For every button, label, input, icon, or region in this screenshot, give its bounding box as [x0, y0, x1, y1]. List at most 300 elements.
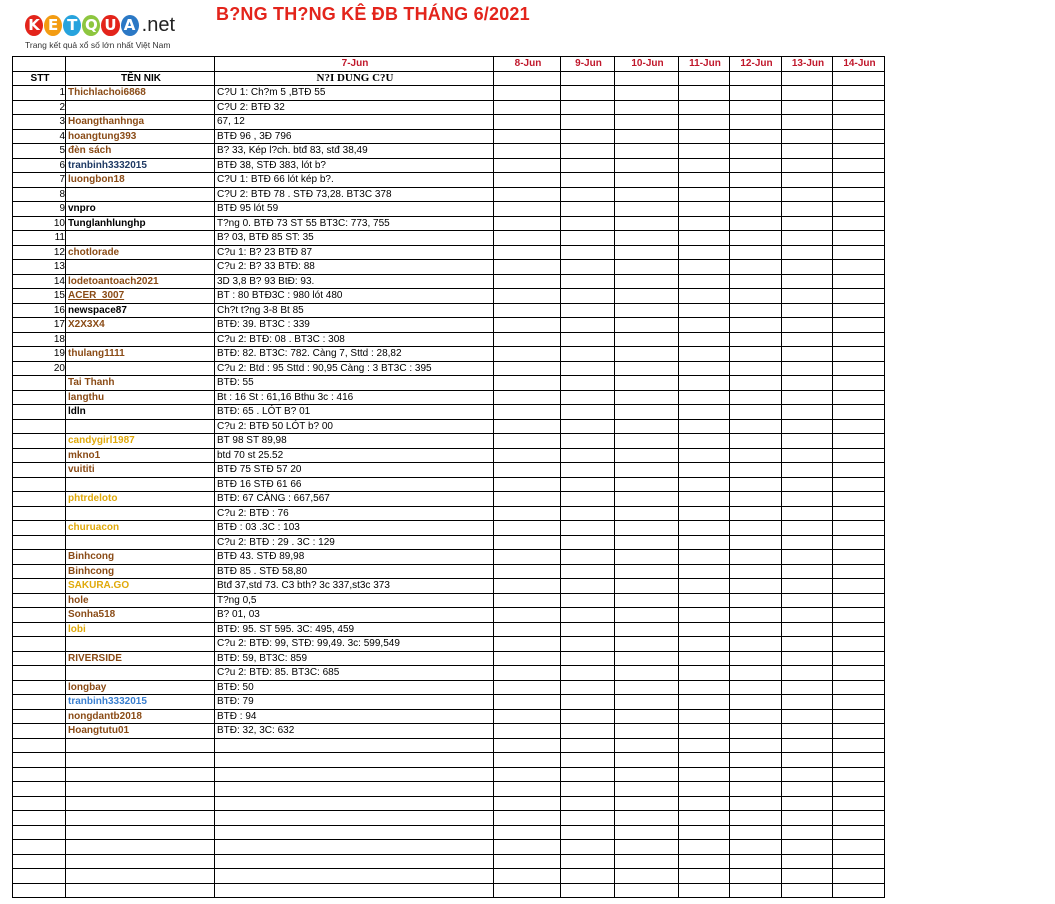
- day-cell[interactable]: [833, 202, 885, 217]
- day-cell[interactable]: [615, 666, 679, 681]
- day-cell[interactable]: [494, 709, 561, 724]
- day-cell[interactable]: [679, 608, 730, 623]
- day-cell[interactable]: [679, 71, 730, 86]
- day-cell[interactable]: [615, 347, 679, 362]
- day-cell[interactable]: [679, 854, 730, 869]
- day-cell[interactable]: [730, 100, 782, 115]
- day-cell[interactable]: [833, 332, 885, 347]
- day-cell[interactable]: [494, 216, 561, 231]
- day-cell[interactable]: [679, 506, 730, 521]
- day-cell[interactable]: [782, 840, 833, 855]
- day-cell[interactable]: [730, 550, 782, 565]
- day-cell[interactable]: [730, 680, 782, 695]
- day-cell[interactable]: [561, 86, 615, 101]
- day-cell[interactable]: [782, 593, 833, 608]
- day-cell[interactable]: [782, 680, 833, 695]
- day-cell[interactable]: [679, 695, 730, 710]
- day-cell[interactable]: [494, 593, 561, 608]
- day-cell[interactable]: [730, 376, 782, 391]
- day-cell[interactable]: [494, 506, 561, 521]
- day-cell[interactable]: [561, 231, 615, 246]
- day-cell[interactable]: [782, 405, 833, 420]
- day-cell[interactable]: [494, 419, 561, 434]
- day-cell[interactable]: [615, 738, 679, 753]
- day-cell[interactable]: [730, 738, 782, 753]
- day-cell[interactable]: [494, 390, 561, 405]
- day-cell[interactable]: [782, 332, 833, 347]
- day-cell[interactable]: [494, 361, 561, 376]
- day-cell[interactable]: [561, 477, 615, 492]
- day-cell[interactable]: [679, 709, 730, 724]
- day-cell[interactable]: [833, 767, 885, 782]
- day-cell[interactable]: [782, 651, 833, 666]
- day-cell[interactable]: [730, 477, 782, 492]
- day-cell[interactable]: [679, 187, 730, 202]
- day-cell[interactable]: [679, 637, 730, 652]
- day-cell[interactable]: [615, 434, 679, 449]
- day-cell[interactable]: [833, 434, 885, 449]
- day-cell[interactable]: [494, 477, 561, 492]
- day-cell[interactable]: [494, 796, 561, 811]
- day-cell[interactable]: [730, 869, 782, 884]
- day-cell[interactable]: [833, 477, 885, 492]
- day-cell[interactable]: [679, 463, 730, 478]
- day-cell[interactable]: [730, 434, 782, 449]
- day-cell[interactable]: [833, 550, 885, 565]
- day-cell[interactable]: [679, 666, 730, 681]
- day-cell[interactable]: [615, 260, 679, 275]
- day-cell[interactable]: [615, 144, 679, 159]
- day-cell[interactable]: [730, 463, 782, 478]
- day-cell[interactable]: [833, 593, 885, 608]
- day-cell[interactable]: [833, 71, 885, 86]
- day-cell[interactable]: [615, 695, 679, 710]
- day-cell[interactable]: [615, 361, 679, 376]
- day-cell[interactable]: [679, 390, 730, 405]
- day-cell[interactable]: [730, 593, 782, 608]
- day-cell[interactable]: [833, 231, 885, 246]
- day-cell[interactable]: [679, 245, 730, 260]
- day-cell[interactable]: [730, 245, 782, 260]
- day-cell[interactable]: [833, 303, 885, 318]
- day-cell[interactable]: [730, 86, 782, 101]
- day-cell[interactable]: [782, 564, 833, 579]
- day-cell[interactable]: [561, 825, 615, 840]
- day-cell[interactable]: [833, 724, 885, 739]
- day-cell[interactable]: [833, 405, 885, 420]
- day-cell[interactable]: [494, 680, 561, 695]
- day-cell[interactable]: [833, 260, 885, 275]
- day-cell[interactable]: [615, 405, 679, 420]
- day-cell[interactable]: [615, 376, 679, 391]
- day-cell[interactable]: [494, 303, 561, 318]
- day-cell[interactable]: [679, 593, 730, 608]
- day-cell[interactable]: [615, 318, 679, 333]
- day-cell[interactable]: [615, 521, 679, 536]
- day-cell[interactable]: [782, 289, 833, 304]
- day-cell[interactable]: [782, 187, 833, 202]
- day-cell[interactable]: [615, 115, 679, 130]
- day-cell[interactable]: [494, 666, 561, 681]
- day-cell[interactable]: [561, 100, 615, 115]
- day-cell[interactable]: [730, 303, 782, 318]
- day-cell[interactable]: [679, 579, 730, 594]
- day-cell[interactable]: [730, 231, 782, 246]
- day-cell[interactable]: [730, 622, 782, 637]
- day-cell[interactable]: [782, 144, 833, 159]
- day-cell[interactable]: [494, 869, 561, 884]
- day-cell[interactable]: [730, 173, 782, 188]
- day-cell[interactable]: [730, 535, 782, 550]
- day-cell[interactable]: [730, 825, 782, 840]
- day-cell[interactable]: [782, 622, 833, 637]
- day-cell[interactable]: [833, 173, 885, 188]
- day-cell[interactable]: [782, 216, 833, 231]
- day-cell[interactable]: [782, 463, 833, 478]
- day-cell[interactable]: [561, 651, 615, 666]
- day-cell[interactable]: [561, 434, 615, 449]
- day-cell[interactable]: [615, 622, 679, 637]
- day-cell[interactable]: [782, 100, 833, 115]
- day-cell[interactable]: [561, 419, 615, 434]
- day-cell[interactable]: [561, 71, 615, 86]
- day-cell[interactable]: [730, 492, 782, 507]
- day-cell[interactable]: [615, 550, 679, 565]
- day-cell[interactable]: [494, 347, 561, 362]
- day-cell[interactable]: [615, 767, 679, 782]
- day-cell[interactable]: [833, 840, 885, 855]
- day-cell[interactable]: [833, 129, 885, 144]
- day-cell[interactable]: [615, 506, 679, 521]
- day-cell[interactable]: [615, 782, 679, 797]
- day-cell[interactable]: [782, 448, 833, 463]
- day-cell[interactable]: [494, 724, 561, 739]
- day-cell[interactable]: [494, 811, 561, 826]
- day-cell[interactable]: [730, 347, 782, 362]
- day-cell[interactable]: [615, 303, 679, 318]
- day-cell[interactable]: [833, 883, 885, 898]
- day-cell[interactable]: [615, 492, 679, 507]
- day-cell[interactable]: [561, 260, 615, 275]
- day-cell[interactable]: [679, 825, 730, 840]
- day-cell[interactable]: [615, 564, 679, 579]
- day-cell[interactable]: [833, 376, 885, 391]
- day-cell[interactable]: [782, 637, 833, 652]
- day-cell[interactable]: [730, 216, 782, 231]
- day-cell[interactable]: [561, 767, 615, 782]
- day-cell[interactable]: [494, 405, 561, 420]
- day-cell[interactable]: [833, 245, 885, 260]
- day-cell[interactable]: [494, 71, 561, 86]
- day-cell[interactable]: [615, 854, 679, 869]
- day-cell[interactable]: [782, 492, 833, 507]
- day-cell[interactable]: [494, 840, 561, 855]
- day-cell[interactable]: [494, 738, 561, 753]
- day-cell[interactable]: [494, 579, 561, 594]
- day-cell[interactable]: [730, 129, 782, 144]
- day-cell[interactable]: [561, 115, 615, 130]
- day-cell[interactable]: [730, 318, 782, 333]
- day-cell[interactable]: [833, 666, 885, 681]
- day-cell[interactable]: [730, 274, 782, 289]
- day-cell[interactable]: [730, 332, 782, 347]
- day-cell[interactable]: [561, 593, 615, 608]
- day-cell[interactable]: [494, 883, 561, 898]
- day-cell[interactable]: [494, 231, 561, 246]
- day-cell[interactable]: [833, 854, 885, 869]
- day-cell[interactable]: [561, 680, 615, 695]
- day-cell[interactable]: [782, 245, 833, 260]
- day-cell[interactable]: [782, 796, 833, 811]
- day-cell[interactable]: [679, 564, 730, 579]
- day-cell[interactable]: [782, 376, 833, 391]
- day-cell[interactable]: [730, 187, 782, 202]
- day-cell[interactable]: [615, 883, 679, 898]
- day-cell[interactable]: [782, 608, 833, 623]
- day-cell[interactable]: [561, 840, 615, 855]
- day-cell[interactable]: [833, 695, 885, 710]
- ketqua-logo[interactable]: [25, 10, 175, 54]
- day-cell[interactable]: [679, 347, 730, 362]
- day-cell[interactable]: [833, 289, 885, 304]
- day-cell[interactable]: [833, 651, 885, 666]
- day-cell[interactable]: [561, 202, 615, 217]
- day-cell[interactable]: [782, 782, 833, 797]
- day-cell[interactable]: [833, 753, 885, 768]
- day-cell[interactable]: [679, 144, 730, 159]
- day-cell[interactable]: [561, 144, 615, 159]
- day-cell[interactable]: [679, 521, 730, 536]
- day-cell[interactable]: [615, 535, 679, 550]
- day-cell[interactable]: [833, 506, 885, 521]
- day-cell[interactable]: [833, 709, 885, 724]
- day-cell[interactable]: [833, 608, 885, 623]
- day-cell[interactable]: [679, 796, 730, 811]
- day-cell[interactable]: [833, 115, 885, 130]
- day-cell[interactable]: [494, 187, 561, 202]
- day-cell[interactable]: [782, 129, 833, 144]
- day-cell[interactable]: [782, 811, 833, 826]
- day-cell[interactable]: [833, 187, 885, 202]
- day-cell[interactable]: [561, 347, 615, 362]
- day-cell[interactable]: [679, 260, 730, 275]
- day-cell[interactable]: [782, 390, 833, 405]
- day-cell[interactable]: [833, 579, 885, 594]
- day-cell[interactable]: [615, 753, 679, 768]
- day-cell[interactable]: [615, 680, 679, 695]
- day-cell[interactable]: [833, 622, 885, 637]
- day-cell[interactable]: [615, 593, 679, 608]
- day-cell[interactable]: [782, 521, 833, 536]
- day-cell[interactable]: [679, 651, 730, 666]
- day-cell[interactable]: [833, 637, 885, 652]
- day-cell[interactable]: [494, 115, 561, 130]
- day-cell[interactable]: [615, 724, 679, 739]
- day-cell[interactable]: [679, 100, 730, 115]
- day-cell[interactable]: [679, 492, 730, 507]
- day-cell[interactable]: [615, 71, 679, 86]
- day-cell[interactable]: [782, 434, 833, 449]
- day-cell[interactable]: [679, 274, 730, 289]
- day-cell[interactable]: [782, 419, 833, 434]
- day-cell[interactable]: [730, 202, 782, 217]
- day-cell[interactable]: [782, 825, 833, 840]
- day-cell[interactable]: [561, 405, 615, 420]
- day-cell[interactable]: [730, 260, 782, 275]
- day-cell[interactable]: [494, 550, 561, 565]
- day-cell[interactable]: [833, 86, 885, 101]
- day-cell[interactable]: [730, 709, 782, 724]
- day-cell[interactable]: [494, 173, 561, 188]
- day-cell[interactable]: [833, 738, 885, 753]
- day-cell[interactable]: [679, 753, 730, 768]
- day-cell[interactable]: [561, 637, 615, 652]
- day-cell[interactable]: [494, 376, 561, 391]
- day-cell[interactable]: [833, 782, 885, 797]
- day-cell[interactable]: [561, 883, 615, 898]
- day-cell[interactable]: [833, 216, 885, 231]
- day-cell[interactable]: [679, 332, 730, 347]
- day-cell[interactable]: [561, 303, 615, 318]
- day-cell[interactable]: [615, 477, 679, 492]
- day-cell[interactable]: [615, 100, 679, 115]
- day-cell[interactable]: [730, 724, 782, 739]
- day-cell[interactable]: [615, 463, 679, 478]
- day-cell[interactable]: [615, 173, 679, 188]
- day-cell[interactable]: [615, 274, 679, 289]
- day-cell[interactable]: [561, 564, 615, 579]
- day-cell[interactable]: [782, 202, 833, 217]
- day-cell[interactable]: [615, 651, 679, 666]
- day-cell[interactable]: [782, 506, 833, 521]
- day-cell[interactable]: [730, 854, 782, 869]
- day-cell[interactable]: [679, 86, 730, 101]
- day-cell[interactable]: [494, 695, 561, 710]
- day-cell[interactable]: [494, 202, 561, 217]
- day-cell[interactable]: [833, 680, 885, 695]
- day-cell[interactable]: [679, 361, 730, 376]
- day-cell[interactable]: [730, 115, 782, 130]
- day-cell[interactable]: [730, 506, 782, 521]
- day-cell[interactable]: [833, 535, 885, 550]
- day-cell[interactable]: [782, 318, 833, 333]
- day-cell[interactable]: [494, 521, 561, 536]
- day-cell[interactable]: [494, 245, 561, 260]
- day-cell[interactable]: [833, 361, 885, 376]
- day-cell[interactable]: [782, 869, 833, 884]
- day-cell[interactable]: [833, 419, 885, 434]
- day-cell[interactable]: [615, 840, 679, 855]
- day-cell[interactable]: [679, 883, 730, 898]
- day-cell[interactable]: [561, 274, 615, 289]
- day-cell[interactable]: [494, 332, 561, 347]
- day-cell[interactable]: [833, 811, 885, 826]
- day-cell[interactable]: [730, 564, 782, 579]
- day-cell[interactable]: [679, 129, 730, 144]
- day-cell[interactable]: [782, 753, 833, 768]
- day-cell[interactable]: [494, 129, 561, 144]
- day-cell[interactable]: [679, 405, 730, 420]
- day-cell[interactable]: [615, 231, 679, 246]
- day-cell[interactable]: [679, 115, 730, 130]
- day-cell[interactable]: [833, 347, 885, 362]
- day-cell[interactable]: [782, 854, 833, 869]
- day-cell[interactable]: [561, 390, 615, 405]
- day-cell[interactable]: [782, 535, 833, 550]
- day-cell[interactable]: [730, 883, 782, 898]
- day-cell[interactable]: [782, 579, 833, 594]
- day-cell[interactable]: [782, 361, 833, 376]
- day-cell[interactable]: [494, 825, 561, 840]
- day-cell[interactable]: [494, 289, 561, 304]
- day-cell[interactable]: [494, 622, 561, 637]
- day-cell[interactable]: [782, 303, 833, 318]
- day-cell[interactable]: [679, 477, 730, 492]
- day-cell[interactable]: [494, 144, 561, 159]
- day-cell[interactable]: [561, 332, 615, 347]
- day-cell[interactable]: [679, 550, 730, 565]
- day-cell[interactable]: [494, 463, 561, 478]
- day-cell[interactable]: [615, 86, 679, 101]
- day-cell[interactable]: [679, 738, 730, 753]
- day-cell[interactable]: [561, 695, 615, 710]
- day-cell[interactable]: [561, 361, 615, 376]
- day-cell[interactable]: [782, 767, 833, 782]
- day-cell[interactable]: [561, 245, 615, 260]
- day-cell[interactable]: [730, 579, 782, 594]
- day-cell[interactable]: [494, 448, 561, 463]
- day-cell[interactable]: [730, 144, 782, 159]
- day-cell[interactable]: [833, 564, 885, 579]
- day-cell[interactable]: [782, 347, 833, 362]
- day-cell[interactable]: [782, 550, 833, 565]
- day-cell[interactable]: [782, 883, 833, 898]
- day-cell[interactable]: [782, 274, 833, 289]
- day-cell[interactable]: [730, 811, 782, 826]
- day-cell[interactable]: [679, 869, 730, 884]
- day-cell[interactable]: [494, 100, 561, 115]
- day-cell[interactable]: [561, 709, 615, 724]
- day-cell[interactable]: [615, 579, 679, 594]
- day-cell[interactable]: [615, 129, 679, 144]
- day-cell[interactable]: [782, 695, 833, 710]
- day-cell[interactable]: [730, 753, 782, 768]
- day-cell[interactable]: [679, 724, 730, 739]
- day-cell[interactable]: [782, 158, 833, 173]
- day-cell[interactable]: [561, 463, 615, 478]
- day-cell[interactable]: [561, 622, 615, 637]
- day-cell[interactable]: [730, 695, 782, 710]
- day-cell[interactable]: [494, 637, 561, 652]
- day-cell[interactable]: [679, 680, 730, 695]
- day-cell[interactable]: [615, 811, 679, 826]
- day-cell[interactable]: [833, 318, 885, 333]
- day-cell[interactable]: [730, 361, 782, 376]
- day-cell[interactable]: [833, 825, 885, 840]
- day-cell[interactable]: [561, 535, 615, 550]
- day-cell[interactable]: [494, 608, 561, 623]
- day-cell[interactable]: [494, 86, 561, 101]
- day-cell[interactable]: [561, 550, 615, 565]
- day-cell[interactable]: [494, 274, 561, 289]
- day-cell[interactable]: [833, 796, 885, 811]
- day-cell[interactable]: [494, 535, 561, 550]
- day-cell[interactable]: [494, 260, 561, 275]
- day-cell[interactable]: [561, 811, 615, 826]
- day-cell[interactable]: [782, 115, 833, 130]
- day-cell[interactable]: [494, 564, 561, 579]
- day-cell[interactable]: [679, 303, 730, 318]
